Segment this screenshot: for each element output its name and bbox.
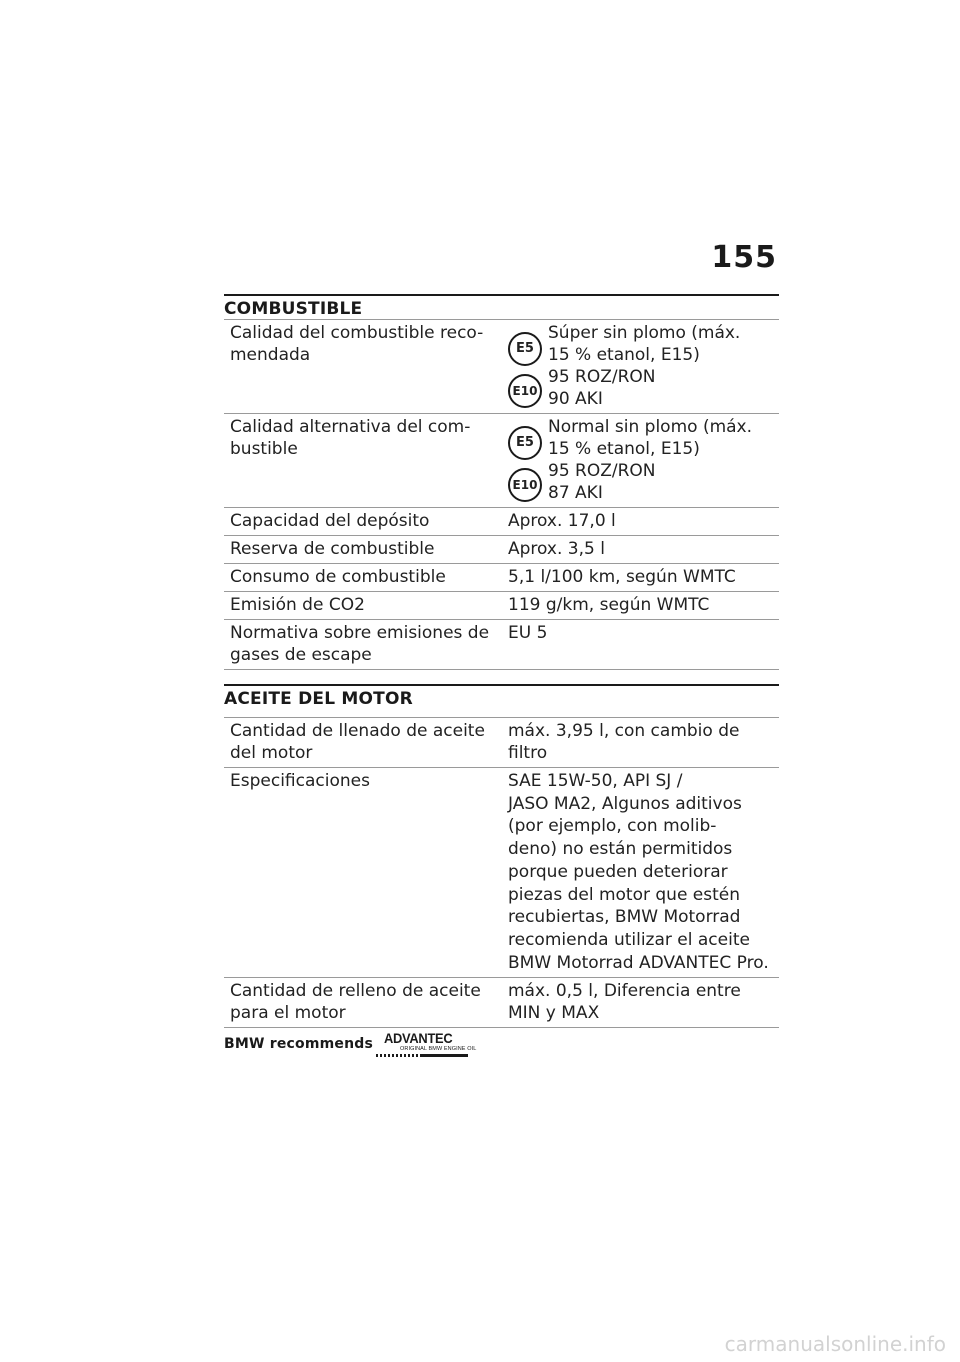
row-value: SAE 15W-50, API SJ / JASO MA2, Algunos aditivos (por ejemplo, con molib- deno) no están permitidos porque pueden deteriorar piezas del motor que estén recubiertas, BMW Motorrad recomienda utilizar el aceite BMW Motorrad ADVANTEC Pro.: [500, 768, 779, 978]
row-label: Emisión de CO2: [224, 592, 500, 620]
row-label: Calidad alternativa del com- bustible: [224, 414, 500, 508]
table-row: [224, 536, 779, 564]
page-number: 155: [711, 240, 777, 275]
bmw-recommends-footer: [224, 1028, 524, 1060]
fuel-section: [224, 294, 779, 670]
table-row: [224, 768, 779, 978]
row-value: EU 5: [500, 620, 779, 670]
row-value: Aprox. 17,0 l: [500, 508, 779, 536]
row-value: 5,1 l/100 km, según WMTC: [500, 564, 779, 592]
row-value: E5 E10 Normal sin plomo (máx. 15 % etanol, E15) 95 ROZ/RON 87 AKI: [500, 414, 779, 508]
fuel-spec-table: [224, 319, 779, 670]
table-row: [224, 508, 779, 536]
advantec-logo-subtitle: ORIGINAL BMW ENGINE OIL: [400, 1046, 477, 1052]
watermark: carmanualsonline.info: [724, 1332, 946, 1356]
row-value: 119 g/km, según WMTC: [500, 592, 779, 620]
row-label: Especificaciones: [224, 768, 500, 978]
oil-section-title: ACEITE DEL MOTOR: [224, 684, 779, 709]
row-label: Consumo de combustible: [224, 564, 500, 592]
row-value: Aprox. 3,5 l: [500, 536, 779, 564]
row-value: máx. 3,95 l, con cambio de filtro: [500, 718, 779, 768]
row-label: Cantidad de llenado de aceite del motor: [224, 718, 500, 768]
table-row: [224, 718, 779, 768]
row-label: Capacidad del depósito: [224, 508, 500, 536]
oil-section: [224, 684, 779, 1028]
advantec-logo-word: ADVANTEC: [384, 1030, 453, 1046]
fuel-section-title: COMBUSTIBLE: [224, 294, 779, 319]
table-row: [224, 978, 779, 1028]
e5-fuel-icon: E5: [508, 332, 542, 366]
table-row: [224, 564, 779, 592]
bmw-recommends-text: BMW recommends: [224, 1036, 374, 1052]
row-label: Normativa sobre emisiones de gases de escape: [224, 620, 500, 670]
table-row: [224, 320, 779, 414]
e10-fuel-icon: E10: [508, 468, 542, 502]
advantec-logo: [376, 1030, 477, 1060]
row-label: Calidad del combustible reco- mendada: [224, 320, 500, 414]
row-value: máx. 0,5 l, Diferencia entre MIN y MAX: [500, 978, 779, 1028]
table-row: [224, 414, 779, 508]
row-value: E5 E10 Súper sin plomo (máx. 15 % etanol, E15) 95 ROZ/RON 90 AKI: [500, 320, 779, 414]
row-label: Cantidad de relleno de aceite para el motor: [224, 978, 500, 1028]
row-label: Reserva de combustible: [224, 536, 500, 564]
table-row: [224, 592, 779, 620]
e10-fuel-icon: E10: [508, 374, 542, 408]
oil-spec-table: [224, 717, 779, 1028]
table-row: [224, 620, 779, 670]
advantec-logo-stripe-solid: [422, 1054, 468, 1057]
e5-fuel-icon: E5: [508, 426, 542, 460]
